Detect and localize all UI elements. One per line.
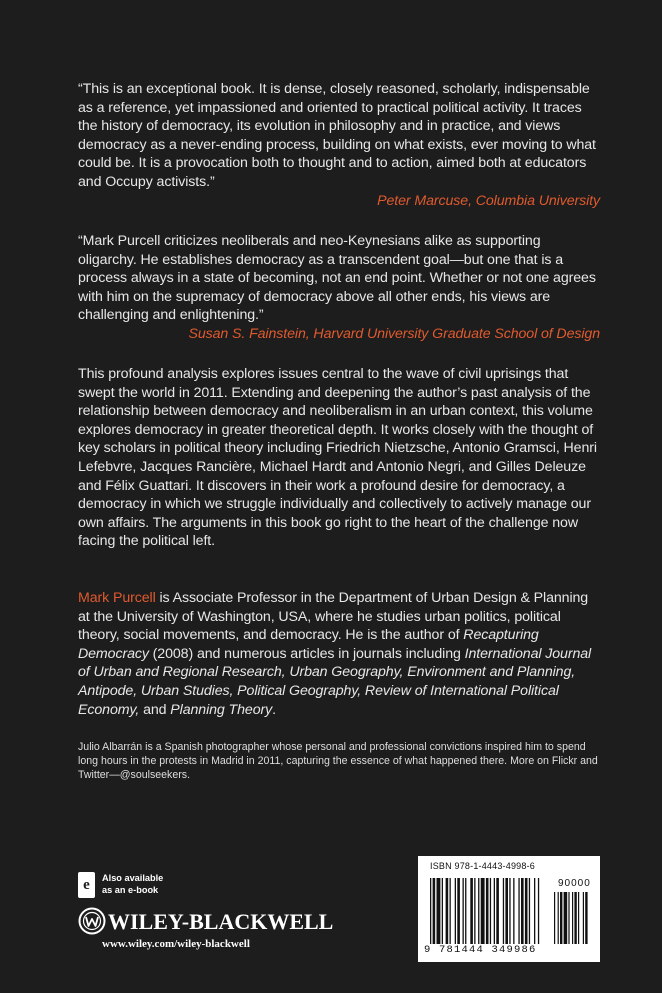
author-bio	[78, 589, 600, 719]
bio-journal-last: Planning Theory	[170, 701, 273, 718]
ebook-text	[102, 872, 163, 896]
ebook-icon-letter: e	[83, 877, 90, 893]
barcode-addon-number: 90000	[558, 878, 591, 889]
quote-attribution: Susan S. Fainstein, Harvard University Graduate School of Design	[188, 325, 600, 342]
ebook-line-2: as an e-book	[102, 885, 159, 895]
bio-text: .	[272, 701, 276, 718]
endorsement-quote-1	[78, 80, 600, 210]
publisher-name: WILEY-BLACKWELL	[108, 909, 334, 934]
bio-text: and	[139, 701, 171, 718]
photo-credit: Julio Albarrán is a Spanish photographer whose personal and professional convictions inspired him to spend long hours in the protests in Madrid in 2011, capturing the essence of what happened there. More on Flickr and Twitter—@soulseekers.	[78, 741, 598, 782]
book-description: This profound analysis explores issues central to the wave of civil uprisings that swept the world in 2011. Extending and deepening the author’s past analysis of the relationship between democracy and neoliberalism in an urban context, this volume explores democracy in greater theoretical depth. It works closely with the thought of key scholars in political theory including Friedrich Nietzsche, Antonio Gramsci, Henri Lefebvre, Jacques Rancière, Michael Hardt and Antonio Negri, and Gilles Deleuze and Félix Guattari. It discovers in their work a profound desire for democracy, a democracy in which we struggle individually and collectively to actively manage our own affairs. The arguments in this book go right to the heart of the challenge now facing the political left.	[78, 366, 597, 550]
endorsement-quote-2	[78, 232, 600, 344]
publisher-url: www.wiley.com/wiley-blackwell	[102, 938, 250, 950]
bio-text: (2008) and numerous articles in journals including	[148, 645, 465, 662]
bio-book-title: Recapturing Democracy	[78, 627, 539, 662]
ebook-line-1: Also available	[102, 873, 164, 883]
bio-journals: International Journal of Urban and Regional Research, Urban Geography, Environment and Planning, Antipode, Urban Studies, Political Geography, Review of International Political Economy,	[78, 645, 592, 718]
publisher-logo	[78, 905, 338, 935]
wiley-seal-icon	[78, 907, 106, 935]
barcode-number: 9 781444 349986	[424, 944, 537, 956]
quote-attribution: Peter Marcuse, Columbia University	[377, 192, 600, 209]
isbn-barcode	[418, 856, 600, 962]
isbn-label: ISBN 978-1-4443-4998-6	[430, 861, 535, 871]
barcode-bars	[428, 872, 592, 946]
bio-text: is Associate Professor in the Department of Urban Design & Planning at the University of Washington, USA, where he studies urban politics, political theory, social movements, and democracy. He is the author of	[78, 590, 589, 644]
quote-text: “This is an exceptional book. It is dense, closely reasoned, scholarly, indispensable as a reference, yet impassioned and oriented to practical political activity. It traces the history of democracy, its evolution in philosophy and in practice, and views democracy as a never-ending process, building on what exists, ever moving to what could be. It is a provocation both to thought and to action, aimed both at educators and Occupy activists.”	[78, 81, 596, 190]
ebook-icon	[78, 872, 95, 898]
author-name: Mark Purcell	[78, 590, 156, 606]
quote-text: “Mark Purcell criticizes neoliberals and neo-Keynesians alike as supporting oligarchy. He establishes democracy as a transcendent goal—but one that is a process always in a state of becoming, not an end point. Whether or not one agrees with him on the supremacy of democracy above all other ends, his views are challenging and enlightening.”	[78, 233, 596, 324]
ebook-notice	[78, 872, 238, 908]
